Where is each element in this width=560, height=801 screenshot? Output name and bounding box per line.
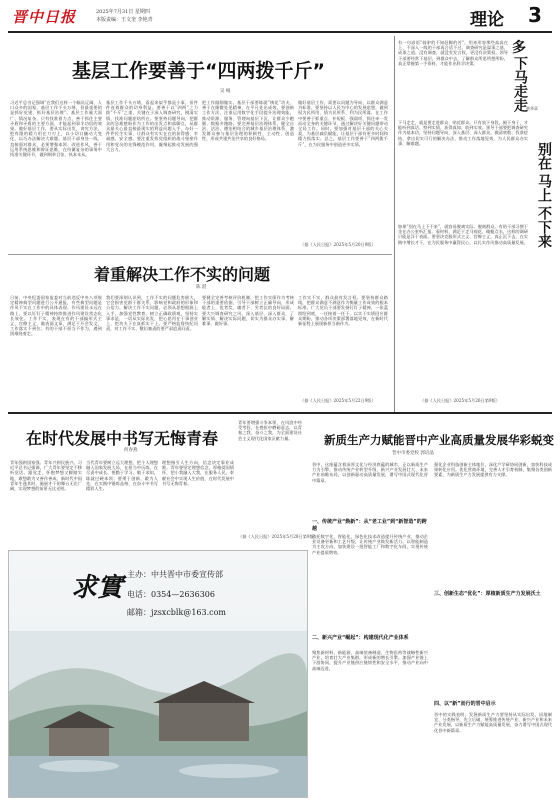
article4-source-note: （据《人民日报》2025年5月28日第9版） bbox=[238, 534, 318, 539]
article3-title-line2: 下马走走 bbox=[512, 56, 528, 112]
article5-col3: 聚焦新材料、新能源、高端装备制造、生物医药等战略性新兴产业，培育壮大产业集群，形成新的增长引擎。加强产业链上下游协同，提升产业链供应链韧性和安全水平，推动产业向中高端迈进。 bbox=[312, 650, 428, 671]
article3-title-line4: 马上 bbox=[536, 174, 552, 202]
article5-author: 晋中市委党校 郭培晶 bbox=[392, 451, 434, 456]
article5-title: 新质生产力赋能晋中产业高质量发展华彩蜕变 bbox=[324, 433, 554, 447]
section-name: 理论 bbox=[470, 10, 504, 30]
article5-subhead2: 二、新兴产业“崛起”：构建现代化产业体系 bbox=[312, 635, 409, 641]
article1-col2: 基层工作千头万绪，看起来似乎都是小事，但件件连着群众的切身利益。要善于以“四两”之力拨“千斤”之重，关键在于深入调查研究，摸清实情，找准问题症结所在。要坚持问题导向，把群众的急难愁盼作为工作的出发点和落脚点，从群众最关心最直接最现实的利益问题入手，办好一件件民生实事，让群众有实实在在的获得感、幸福感、安全感。要注重发挥党组织的战斗堡垒作用和党员的先锋模范作用，凝聚起推动发展的强大合力。 bbox=[106, 100, 198, 152]
article3-author: 黄华章 bbox=[526, 106, 538, 111]
page-number: 3 bbox=[528, 3, 542, 27]
article5-subhead4: 四、以“新”而行的晋中启示 bbox=[434, 701, 496, 707]
article4-col4: 青年要增强斗争本领，在风浪中经受考验，在挫折中磨砺意志，以青春之我、奋斗之我，为全面建设社会主义现代化国家贡献力量。 bbox=[238, 420, 302, 441]
article4-col1: 青年强则国家强。青年兴则民族兴。习近平总书记强调，广大青年要坚定不移听党话、跟党走，怀抱梦想又脚踏实地，敢想敢为又善作善成。新时代中国青年生逢其时，施展才干的舞台无比广阔，实现梦想的前景无比光明。 bbox=[10, 460, 82, 492]
article5-subhead1: 一、传统产业“焕新”：从“老工业”到“新智造”的跨越 bbox=[312, 519, 427, 532]
article1-col3: 把工作做细做实。基层干部要练就“绣花”功夫，善于在细微处见精神，在平凡处出成效。要创新工作方法，注重运用数字化手段提升治理效能，推动资源、服务、管理向基层下沉，让群众少跑腿、数据多跑路。要完善基层治理体系，健全自治、法治、德治相结合的城乡基层治理体系，激发群众参与基层治理的积极性、主动性、创造性，形成共建共治共享的良好格局。 bbox=[202, 100, 294, 142]
article3-title-line1: 多 bbox=[512, 40, 526, 56]
article4-title: 在时代发展中书写无悔青春 bbox=[26, 429, 219, 448]
article3-title-line3: 别在 bbox=[536, 142, 552, 170]
divider bbox=[8, 254, 392, 255]
article3-col2: 下马走走，就是要走进群众、贴近群众。只有放下身段，俯下身子，才能听到真话、察到实情、获得真知、收到实效。领导干部要把调查研究作为基本功，坚持问题导向，深入基层、深入群众，摸清底数、找准症结，拿出切实可行的解决办法，推动工作落地见效，为人民群众办实事、解难题。 bbox=[398, 120, 528, 146]
ad-email: jzsxcblk@163.com bbox=[151, 608, 227, 617]
column-divider bbox=[394, 36, 395, 412]
article2-author: 陈 湛 bbox=[196, 285, 207, 290]
ad-email-label: 邮箱： bbox=[127, 608, 151, 617]
ad-landscape-image bbox=[9, 631, 307, 797]
article2-col4: 工作实不实，群众最有发言权。要坚持群众路线，把群众满意不满意作为衡量工作成效的根本标准。广大党员干部要发扬钉钉子精神，一张蓝图绘到底，一任接着一任干，以实干实绩回应群众期盼，推动各项决策部署落地见效，在新时代新征程上展现新担当新作为。 bbox=[298, 295, 388, 327]
article5-col5: 晋中的实践表明，发展新质生产力要坚持从实际出发，因地制宜、分类指导，先立后破，统筹推进传统产业、新兴产业和未来产业发展，以新质生产力赋能高质量发展，奋力谱写中国式现代化晋中新篇章。 bbox=[434, 712, 552, 733]
ad-phone: 0354—2636306 bbox=[151, 590, 215, 599]
ad-sponsor: 中共晋中市委宣传部 bbox=[151, 570, 223, 579]
ad-box bbox=[8, 550, 308, 798]
article1-author: 吴 岷 bbox=[220, 89, 231, 94]
article1-col4: 做好基层工作，需要以问题为导向，以群众满意为标准。要坚持以人民为中心的发展思想，做到权为民所用、情为民所系、利为民所谋。在工作中要善于抓重点、补短板、强弱项，抓住牵一发而动全身的关键环节，通过解决好关键问题带动全局工作。同时，要加强对基层干部的关心关爱，为基层减负赋能，让基层干部有更多时间和精力抓落实。总之，基层工作要善于“四两拨千斤”，在为民服务中创造更多实绩。 bbox=[298, 100, 388, 147]
article3-col1: 有一句谚语“骑驴的不知赶脚的苦”，用来形容那些高高在上、不深入一线的干部再合适不过。调查研究是谋事之基、成事之道。没有调查，就没有发言权，更没有决策权。领导干部要经常下基层，到群众中去，了解群众所思所想所盼，真正掌握第一手资料，才能作出科学决策。 bbox=[398, 40, 508, 66]
section-rule bbox=[8, 412, 552, 414]
newspaper-logo: 晋中日报 bbox=[12, 8, 77, 26]
masthead bbox=[0, 0, 560, 30]
article2-col2: 我们要深刻认识到，工作不实的问题危害极大，它会损害党群干群关系，影响党和政府的形象和公信力。解决工作不实问题，必须从思想根源上入手，加强党性教育，树立正确政绩观，坚持实事求是，一切从实际出发，把心思用在干事创业上，把功夫下在真抓实干上。要严格监督执纪问责，对工作不实、敷衍塞责的要严肃追责问责。 bbox=[106, 295, 198, 332]
ad-sponsor-label: 主办： bbox=[127, 570, 151, 579]
article3-title-line5: 不下来 bbox=[536, 206, 552, 248]
article3-title bbox=[512, 40, 556, 112]
article2-title: 着重解决工作不实的问题 bbox=[94, 265, 271, 284]
masthead-rule bbox=[8, 31, 552, 33]
article3-title-continued bbox=[536, 142, 558, 248]
article2-source-note: （据《人民日报》2025年5月22日9版） bbox=[300, 398, 376, 403]
article5-col2: 依托数字化、智能化、绿色化技术改造提升传统产业，推动企业设备更新和工艺升级，让传统产业焕发新活力。以智能制造为主攻方向，加快建设一批智能工厂和数字化车间，实现传统产业提质增效。 bbox=[312, 534, 428, 555]
ad-brand: 求實 bbox=[71, 573, 124, 603]
article1-col1: 习近平总书记强调“在我们这样一个幅员辽阔、人口众多的国家，基层工作千头万绪，但最重要的是抓好党建、抓好基层治理”。基层工作量大面广、情况复杂，只有找准着力点，善于抓住主要矛盾和矛盾的主要方面，才能起到事半功倍的效果。做好基层工作，要从实际出发，讲究方法，把有限的精力用在刀刃上，以小切口撬动大变化，以巧办法解决大难题。基层干部身处一线，直接面对群众，必须增强本领、改进作风，善于运用系统思维和辩证思维，在纷繁复杂的事务中找准关键环节，做到纲举目张、执本末从。 bbox=[10, 100, 102, 158]
article4-col2: 当代青年要树立远大理想，把个人理想融入国家发展大局，在担当中历练，在尽责中成长。要勤于学习、敏于求知，练就过硬本领；要勇于创新、敢为人先，在实践中锤炼品格，在奋斗中书写精彩人生。 bbox=[86, 460, 158, 492]
ad-phone-label: 电话： bbox=[127, 590, 151, 599]
article4-col3: 理想指引人生方向，信念决定事业成败。青年要坚定理想信念，厚植爱国情怀，把小我融入大我，在服务人民、奉献社会中实现人生价值，在时代发展中书写无悔青春。 bbox=[162, 460, 234, 486]
article3-col3: 如果“别在马上下不来”，就容易脱离实际、脱离群众。有的干部习惯于坐在办公室听汇报、看材料，满足于走马观花、蜻蜓点水，这样的调研只能是浮于表面。要坚决克服形式主义、官僚主义，真正沉下去，在实践中增长才干，在为民服务中赢得民心，以扎实作风推动高质量发展。 bbox=[398, 224, 528, 245]
ad-email-row bbox=[127, 607, 226, 618]
article1-title: 基层工作要善于“四两拨千斤” bbox=[72, 60, 325, 82]
ad-sponsor-row bbox=[127, 569, 223, 580]
page-editors: 本版责编：王文奎 李艳青 bbox=[96, 17, 153, 23]
article5-col4: 强化企业科技创新主体地位，深化产学研协同创新，加快科技成果转化应用。优化营商环境，完善人才引育机制，集聚各类创新要素，为新质生产力发展提供有力支撑。 bbox=[434, 462, 552, 478]
issue-date: 2025年7月31日 星期四 bbox=[96, 9, 150, 15]
article5-subhead3: 三、创新生态“优化”：厚植新质生产力发展沃土 bbox=[434, 591, 541, 597]
article4-author: 何春燕 bbox=[124, 448, 138, 453]
article2-col1: 日前，中央纪委国家监委对当前违反中央八项规定精神典型问题进行公开通报，有些典型问题是作风不实在工作中的具体表现。作风建设永远在路上，要以钉钉子精神持续推进作风建设常态化长效化。工作不实，表现在有的干部搞形式主义、官僚主义，做表面文章，满足于开会发文，工作落实不到位；有的干部不担当不作为，遇到困难绕着走。 bbox=[10, 295, 102, 337]
article5-col1: 晋中，这座蕴含着深厚文化与经济底蕴的城市，正以新质生产力为引擎，推动传统产业转型升级、新兴产业发展壮大、未来产业前瞻布局，以创新驱动高质量发展，谱写中国式现代化晋中篇章。 bbox=[312, 462, 428, 483]
article1-source-note: （据《人民日报》2025年5月20日9版） bbox=[300, 242, 376, 247]
article2-col3: 要健全完善考核评价机制，把工作实绩作为考核干部的重要依据，引导干部树立正确导向，形成能者上、优者奖、庸者下、劣者汰的良好局面。要大兴调查研究之风，深入基层、深入群众，了解实情、解决实际问题，切实为群众办实事、解难事、做好事。 bbox=[202, 295, 294, 327]
ad-phone-row bbox=[127, 589, 215, 600]
article3-source-note: （据《人民日报》2025年5月26日第9版） bbox=[420, 398, 500, 403]
